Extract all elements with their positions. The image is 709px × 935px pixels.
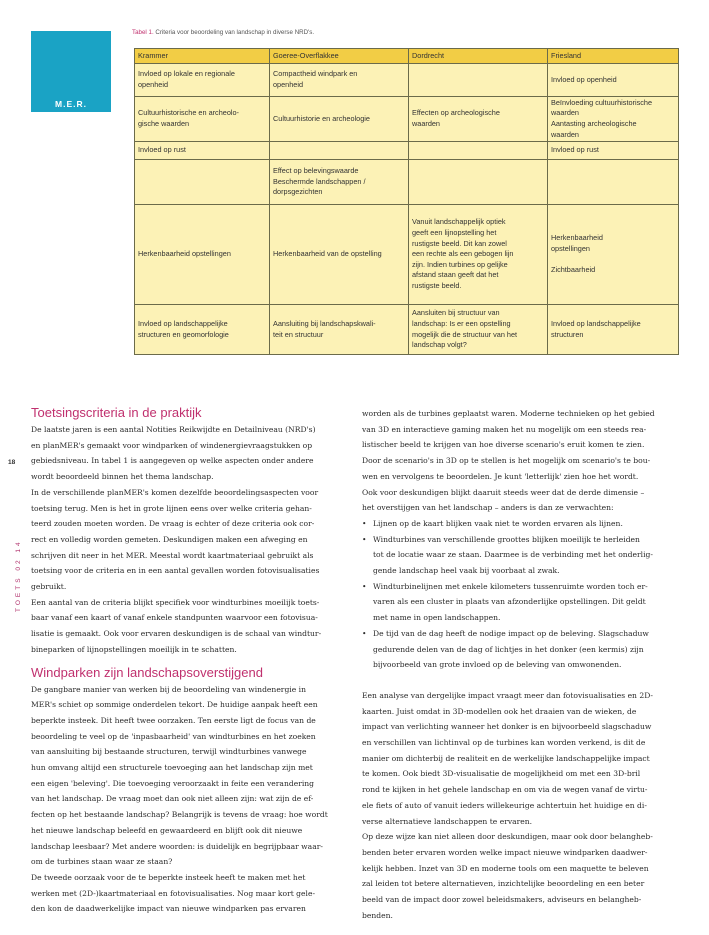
- bullet-icon: •: [362, 628, 367, 638]
- table-cell-line: Vanuit landschappelijk optiek: [412, 217, 506, 227]
- table-cell-line: landschap: Is er een opstelling: [412, 318, 511, 328]
- table-cell-krammer: [135, 305, 270, 355]
- bullet-text: Windturbines van verschillende groottes blijken moeilijk te herleiden tot de locatie waar ze staan. Daarmee is de verbinding met het onderlig- gende landschap heel vaak bij voorbaat al zwak.: [373, 534, 653, 576]
- table-row: [135, 205, 679, 305]
- table-caption-label: Tabel 1.: [132, 29, 154, 36]
- paragraph: In de verschillende planMER's komen dezelfde beoordelingsaspecten voor toetsing terug. Men is het in grote lijnen eens over welke criteria gehan- teerd zouden moeten worden. De vraag is echter of deze criteria ook cor- rect en volledig worden gemeten. Deskundigen maken een afweging en schrijven dit neer in het MER. Meestal wordt kaartmateriaal gebruikt als toetsing voor de criteria en in een aantal gevallen worden fotovisualisaties gebruikt.: [31, 487, 320, 592]
- header-goeree-overflakkee: Goeree-Overflakkee: [270, 49, 409, 64]
- table-cell-line: Invloed op rust: [138, 145, 186, 155]
- table-cell-krammer: [135, 97, 270, 142]
- paragraph: Een analyse van dergelijke impact vraagt meer dan fotovisualisaties en 2D- kaarten. Juist omdat in 3D-modellen ook het draaien van de wieken, de impact van verlichting wanneer het donker is en bijvoorbeeld slagschaduw en verschillen van lichtinval op de turbines kan worden verkend, is dit de manier om dichterbij de realiteit en de werkelijke landschappelijke impact te komen. Ook biedt 3D-visualisatie de mogelijkheid om met een 3D-bril rond te kijken in het gehele landschap en om via de wegen vanaf de virtu- ele fiets of auto of vanuit ieders willekeurige achtertuin het huidige en di- verse alternatieve landschappen te ervaren.: [362, 690, 653, 826]
- header-friesland: Friesland: [548, 49, 679, 64]
- table-cell-dordrecht: [409, 160, 548, 205]
- table-cell-line: Compactheid windpark en: [273, 69, 358, 79]
- bullet-icon: •: [362, 518, 367, 528]
- table-cell-line: Invloed op landschappelijke: [138, 318, 228, 328]
- table-cell-friesland: [548, 142, 679, 160]
- table-cell-line: rustigste beeld. Dit kan zowel: [412, 238, 507, 248]
- table-cell-krammer: [135, 142, 270, 160]
- table-cell-line: Herkenbaarheid opstellingen: [138, 249, 231, 259]
- right-column: [362, 406, 678, 924]
- paragraph: De tweede oorzaak voor de te beperkte insteek heeft te maken met het werken met (2D-)kaartmateriaal en fotovisualisaties. Nog maar kort gele- den kon de daadwerkelijke impact van nieuwe windparken pas ervaren: [31, 872, 316, 914]
- paragraph: Een aantal van de criteria blijkt specifiek voor windturbines moeilijk toets- baar vanaf een kaart of vanaf enkele standpunten waarvoor een fotovisua- lisatie is gemaakt. Ook voor ervaren deskundigen is de schaal van windtur- bineparken of lijnopstellingen moeilijk in te schatten.: [31, 597, 322, 654]
- header-krammer: Krammer: [135, 49, 270, 64]
- table-cell-line: openheid: [138, 80, 169, 89]
- table-cell-goeree: [270, 64, 409, 97]
- table-cell-line: Invloed op landschappelijke: [551, 318, 641, 328]
- table-cell-line: Herkenbaarheid: [551, 233, 603, 243]
- bullet-item: [362, 532, 678, 579]
- bullet-icon: •: [362, 581, 367, 591]
- bullet-text: De tijd van de dag heeft de nodige impact op de beleving. Slagschaduw gedurende delen van de dag of lichtjes in het donker (een kermis) zijn bijvoorbeeld van grote invloed op de beleving van omwonenden.: [373, 628, 649, 670]
- mer-logo-text: M.E.R.: [55, 99, 87, 109]
- table-cell-line: waarden: [412, 119, 440, 128]
- table-cell-line: Effecten op archeologische: [412, 108, 500, 118]
- table-cell-line: Aansluiten bij structuur van: [412, 308, 500, 318]
- bullet-text: Windturbinelijnen met enkele kilometers tussenruimte worden toch er- varen als een cluster in plaats van afzonderlijke opstellingen. Dit geldt met name in open landschappen.: [373, 581, 648, 623]
- table-cell-friesland: [548, 205, 679, 305]
- table-cell-line: Beschermde landschappen /: [273, 176, 366, 186]
- table-caption-text: Criteria voor beoordeling van landschap in diverse NRD's.: [153, 29, 315, 36]
- table-cell-goeree: [270, 205, 409, 305]
- table-cell-krammer: [135, 64, 270, 97]
- table-cell-line: structuren en geomorfologie: [138, 329, 229, 339]
- table-cell-dordrecht: [409, 64, 548, 97]
- table-row: [135, 305, 679, 355]
- table-cell-line: een rechte als een gebogen lijn: [412, 249, 514, 259]
- table-cell-line: afstand staan geeft dat het: [412, 270, 499, 280]
- mer-logo: [31, 31, 111, 112]
- table-cell-friesland: [548, 97, 679, 142]
- table-header-row: [135, 49, 679, 64]
- bullet-item: [362, 579, 678, 626]
- table-cell-line: rustigste beeld.: [412, 280, 462, 290]
- table-cell-line: Zichtbaarheid: [551, 265, 596, 275]
- table-cell-friesland: [548, 305, 679, 355]
- table-cell-line: waarden: [551, 108, 579, 118]
- heading-windparken: Windparken zijn landschapsoverstijgend: [31, 664, 263, 680]
- table-cell-line: Beïnvloeding cultuurhistorische: [551, 97, 652, 107]
- bullet-item: [362, 626, 678, 673]
- bullet-icon: •: [362, 534, 367, 544]
- paragraph: De gangbare manier van werken bij de beoordeling van windenergie in MER's schiet op sommige onderdelen tekort. De huidige aanpak heeft een beperkte insteek. Dit heeft twee oorzaken. Ten eerste ligt de focus van de beoordeling te veel op de 'inpasbaarheid' van windturbines en het zoeken van aansluiting bij bestaande structuren, terwijl windturbines vanwege hun omvang altijd een structurele toevoeging aan het landschap zijn met een eigen 'beleving'. Die toevoeging veroorzaakt in feite een verandering van het landschap. De vraag moet dan ook niet alleen zijn: wat zijn de ef- fecten op het bestaande landschap? Belangrijk is tevens de vraag: hoe wordt het nieuwe landschap beleefd en gewaardeerd en blijft ook dit nieuwe landschap leesbaar? Met andere woorden: is duidelijk en begrijpbaar waar- om de turbines staan waar ze staan?: [31, 684, 328, 867]
- table-cell-line: Cultuurhistorie en archeologie: [273, 113, 370, 123]
- magazine-issue-label: TOETS 02 14: [15, 539, 22, 612]
- table-cell-line: teit en structuur: [273, 329, 324, 339]
- table-cell-line: Effect op belevingswaarde: [273, 166, 359, 176]
- table-cell-line: Aantasting archeologische: [551, 119, 637, 128]
- table-cell-line: Invloed op rust: [551, 145, 599, 155]
- table-cell-goeree: [270, 305, 409, 355]
- table-caption: [132, 29, 314, 36]
- paragraph: De laatste jaren is een aantal Notities Reikwijdte en Detailniveau (NRD's) en planMER's gemaakt voor windparken of windenergievraagstukken op gebiedsniveau. In tabel 1 is aangegeven op welke aspecten onder andere wordt beoordeeld binnen het thema landschap.: [31, 425, 316, 482]
- table-cell-line: openheid: [273, 80, 304, 89]
- table-cell-line: structuren: [551, 329, 584, 339]
- table-cell-goeree: [270, 160, 409, 205]
- table-cell-line: opstellingen: [551, 243, 590, 253]
- table-cell-friesland: [548, 64, 679, 97]
- table-cell-goeree: [270, 142, 409, 160]
- table-cell-line: [551, 255, 675, 266]
- table-cell-krammer: [135, 205, 270, 305]
- table-cell-line: Aansluiting bij landschapskwali-: [273, 318, 376, 328]
- table-cell-dordrecht: [409, 97, 548, 142]
- left-column: [31, 404, 347, 917]
- table-cell-line: Cultuurhistorische en archeolo-: [138, 108, 239, 118]
- heading-toetsingscriteria: Toetsingscriteria in de praktijk: [31, 405, 202, 420]
- table-cell-line: geeft een lijnopstelling het: [412, 228, 497, 238]
- table-cell-dordrecht: [409, 305, 548, 355]
- table-cell-line: Invloed op openheid: [551, 74, 617, 84]
- table-row: [135, 97, 679, 142]
- table-cell-krammer: [135, 160, 270, 205]
- table-row: [135, 160, 679, 205]
- table-cell-line: landschap volgt?: [412, 340, 467, 350]
- table-cell-line: Herkenbaarheid van de opstelling: [273, 249, 382, 259]
- criteria-table: [134, 48, 679, 355]
- bullet-list: [362, 516, 678, 673]
- table-cell-line: mogelijk die de structuur van het: [412, 329, 518, 339]
- table-row: [135, 142, 679, 160]
- page-number: 18: [8, 459, 16, 466]
- table-cell-line: dorpsgezichten: [273, 187, 323, 197]
- table-cell-dordrecht: [409, 205, 548, 305]
- table-cell-line: zijn. Indien turbines op gelijke: [412, 259, 508, 269]
- table-cell-line: Invloed op lokale en regionale: [138, 69, 235, 79]
- table-cell-goeree: [270, 97, 409, 142]
- bullet-item: [362, 516, 678, 532]
- bullet-text: Lijnen op de kaart blijken vaak niet te worden ervaren als lijnen.: [373, 518, 623, 528]
- table-cell-line: gische waarden: [138, 119, 190, 128]
- table-row: [135, 64, 679, 97]
- paragraph: worden als de turbines geplaatst waren. Moderne technieken op het gebied van 3D en interactieve gaming maken het nu mogelijk om een steeds rea- listischer beeld te krijgen van hoe diverse scenario's eruit komen te zien. Door de scenario's in 3D op te stellen is het mogelijk om scenario's te bou- wen en vervolgens te beoordelen. Je kunt 'letterlijk' zien hoe het wordt. Ook voor deskundigen blijkt daaruit steeds weer dat de derde dimensie – het overstijgen van het landschap – anders is dan ze verwachten:: [362, 409, 655, 513]
- table-cell-line: waarden: [551, 129, 579, 139]
- table-cell-friesland: [548, 160, 679, 205]
- paragraph: Op deze wijze kan niet alleen door deskundigen, maar ook door belangheb- benden beter ervaren worden welke impact nieuwe windparken daadwer- kelijk hebben. Inzet van 3D en moderne tools om een maquette te beleven zal leiden tot betere alternatieven, inzichtelijke beoordeling en een beter beeld van de impact door zowel beleidsmakers, adviseurs en belangheb- benden.: [362, 832, 653, 920]
- header-dordrecht: Dordrecht: [409, 49, 548, 64]
- table-cell-dordrecht: [409, 142, 548, 160]
